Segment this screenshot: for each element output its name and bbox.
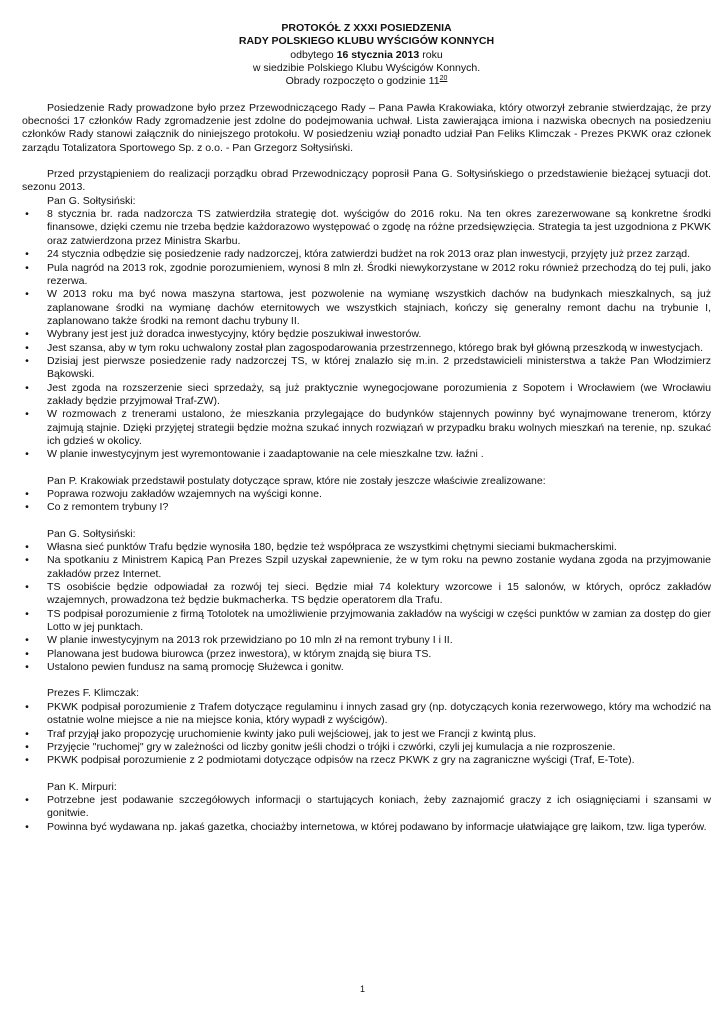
bullet-text: Poprawa rozwoju zakładów wzajemnych na wyścigi konne. bbox=[47, 488, 322, 500]
bullet-item bbox=[22, 262, 711, 289]
bullet-glyph: • bbox=[25, 554, 29, 567]
bullet-item bbox=[22, 248, 711, 261]
bullet-item bbox=[22, 661, 711, 674]
date-suffix: roku bbox=[419, 48, 443, 61]
bullet-glyph: • bbox=[25, 740, 29, 753]
bullet-glyph: • bbox=[25, 820, 29, 833]
bullet-item bbox=[22, 408, 711, 448]
bullet-text: 24 stycznia odbędzie się posiedzenie rady nadzorczej, która zatwierdzi budżet na rok 2013 oraz plan inwestycji, przyjęty już przez zarząd. bbox=[47, 248, 691, 261]
start-time-minutes: 20 bbox=[439, 75, 448, 83]
section1-lead: Przed przystąpieniem do realizacji porządku obrad Przewodniczący poprosił Pana G. Sołtysińskiego o przedstawienie bieżącej sytuacji dot. sezonu 2013. bbox=[22, 168, 711, 194]
bullet-item bbox=[22, 701, 711, 728]
section5-speaker: Pan K. Mirpuri: bbox=[47, 780, 117, 793]
bullet-glyph: • bbox=[25, 541, 29, 554]
bullet-glyph: • bbox=[25, 288, 29, 301]
bullet-item bbox=[22, 554, 711, 581]
section1-bullet-list bbox=[22, 208, 711, 462]
bullet-item bbox=[22, 754, 711, 767]
meeting-date: 16 stycznia 2013 bbox=[336, 48, 420, 61]
section2-lead: Pan P. Krakowiak przedstawił postulaty dotyczące spraw, które nie zostały jeszcze właściwie zrealizowane: bbox=[47, 474, 546, 487]
bullet-text: 8 stycznia br. rada nadzorcza TS zatwierdziła strategię dot. wyścigów do 2016 roku. Na ten okres zarezerwowane są konkretne środki finansowe, dzięki czemu nie trzeba będzie każdorazowo występować o zgodę na różne przedsięwzięcia. Strategia ta jest uzgodniona z PKWK oraz zatwierdzona przez Ministra Skarbu. bbox=[47, 208, 711, 247]
bullet-text: Dzisiaj jest pierwsze posiedzenie rady nadzorczej TS, w której znalazło się m.in. 2 przedstawicieli ministerstwa a także Pan Włodzimierz Bąkowski. bbox=[47, 354, 711, 381]
bullet-text: Ustalono pewien fundusz na samą promocję Służewca i gonitw. bbox=[47, 661, 344, 674]
page-number: 1 bbox=[359, 984, 365, 994]
bullet-text: Przyjęcie "ruchomej" gry w zależności od liczby gonitw jeśli chodzi o trójki i czwórki, czyli jej kumulacja a nie rozproszenie. bbox=[47, 740, 616, 753]
bullet-item bbox=[22, 728, 711, 741]
bullet-glyph: • bbox=[25, 341, 29, 354]
bullet-glyph: • bbox=[25, 408, 29, 421]
bullet-text: W planie inwestycyjnym na 2013 rok przewidziano po 10 mln zł na remont trybuny I i II. bbox=[47, 634, 453, 647]
bullet-item bbox=[22, 581, 711, 608]
date-prefix: odbytego bbox=[290, 48, 337, 61]
meeting-start-time bbox=[22, 75, 711, 88]
bullet-text: Jest szansa, aby w tym roku uchwalony został plan zagospodarowania przestrzennego, którego brak był główną przeszkodą w inwestycjach. bbox=[47, 341, 704, 354]
bullet-item bbox=[22, 608, 711, 635]
bullet-text: Potrzebne jest podawanie szczegółowych informacji o startujących koniach, żeby zaznajomić graczy z ich osiągnięciami i szansami w gonitwie. bbox=[47, 793, 711, 820]
bullet-text: Jest zgoda na rozszerzenie sieci sprzedaży, są już praktycznie wynegocjowane porozumienia z Sopotem i Wrocławiem (we Wrocławiu zakłady będzie przyjmował Traf-ZW). bbox=[47, 381, 711, 407]
bullet-item bbox=[22, 541, 711, 554]
bullet-item bbox=[22, 342, 711, 355]
section1-speaker: Pan G. Sołtysiński: bbox=[47, 194, 136, 207]
bullet-glyph: • bbox=[25, 248, 29, 261]
bullet-text: W planie inwestycyjnym jest wyremontowanie i zaadaptowanie na cele mieszkalne tzw. łaźni . bbox=[47, 448, 484, 461]
bullet-item bbox=[22, 741, 711, 754]
bullet-glyph: • bbox=[25, 354, 29, 367]
bullet-text: Pula nagród na 2013 rok, zgodnie porozumieniem, wynosi 8 mln zł. Środki niewykorzystane w 2012 roku również przechodzą do tej puli, jako rezerwa. bbox=[47, 261, 711, 287]
bullet-text: Własna sieć punktów Trafu będzie wynosiła 180, będzie też współpraca ze wszystkimi chętnymi sieciami bukmacherskimi. bbox=[47, 541, 617, 554]
section5-bullet-list bbox=[22, 794, 711, 834]
section2-bullet-list bbox=[22, 488, 711, 515]
bullet-item bbox=[22, 288, 711, 328]
section3-bullet-list bbox=[22, 541, 711, 674]
bullet-text: Wybrany jest jest już doradca inwestycyjny, który będzie poszukiwał inwestorów. bbox=[47, 328, 422, 341]
bullet-text: Co z remontem trybuny I? bbox=[47, 501, 169, 514]
bullet-glyph: • bbox=[25, 727, 29, 740]
bullet-item bbox=[22, 208, 711, 248]
bullet-glyph: • bbox=[25, 328, 29, 341]
protocol-title: PROTOKÓŁ Z XXXI POSIEDZENIA bbox=[281, 22, 452, 34]
bullet-item bbox=[22, 328, 711, 341]
start-time-text: Obrady rozpoczęto o godzinie 11 bbox=[285, 75, 440, 88]
bullet-item bbox=[22, 634, 711, 647]
meeting-date-line bbox=[22, 49, 711, 62]
council-name: RADY POLSKIEGO KLUBU WYŚCIGÓW KONNYCH bbox=[238, 35, 495, 48]
bullet-text: Powinna być wydawana np. jakaś gazetka, chociażby internetowa, w której podawano by informacje ułatwiające grę laikom, tzw. liga typerów. bbox=[47, 820, 707, 833]
bullet-glyph: • bbox=[25, 381, 29, 394]
meeting-location: w siedzibie Polskiego Klubu Wyścigów Konnych. bbox=[252, 62, 481, 75]
bullet-item bbox=[22, 488, 711, 501]
bullet-text: W 2013 roku ma być nowa maszyna startowa, jest pozwolenie na wymianę wszystkich dachów na budynkach mieszkalnych, są już zaplanowane środki na wymianę dachów eternitowych we wszystkich stajniach, kończy się generalny remont dachu na trybunie I, zaplanowano także środki na remont dachu trybuny II. bbox=[47, 288, 711, 327]
bullet-glyph: • bbox=[25, 793, 29, 806]
document-header bbox=[22, 22, 711, 89]
bullet-item bbox=[22, 382, 711, 409]
bullet-item bbox=[22, 448, 711, 461]
bullet-text: Traf przyjął jako propozycję uruchomienie kwinty jako puli wejściowej, jak to jest we Francji z kwintą plus. bbox=[47, 727, 537, 740]
bullet-item bbox=[22, 355, 711, 382]
bullet-text: TS podpisał porozumienie z firmą Totolotek na umożliwienie przyjmowania zakładów na wyścigi w części punktów w zamian za dostęp do gier Lotto w jej punktach. bbox=[47, 607, 711, 634]
bullet-glyph: • bbox=[25, 448, 29, 461]
bullet-item bbox=[22, 821, 711, 834]
bullet-glyph: • bbox=[25, 261, 29, 274]
bullet-glyph: • bbox=[25, 700, 29, 713]
bullet-item bbox=[22, 648, 711, 661]
bullet-glyph: • bbox=[25, 647, 29, 660]
bullet-glyph: • bbox=[25, 754, 29, 767]
bullet-item bbox=[22, 794, 711, 821]
bullet-glyph: • bbox=[25, 634, 29, 647]
bullet-glyph: • bbox=[25, 208, 29, 221]
section4-speaker: Prezes F. Klimczak: bbox=[47, 687, 140, 700]
bullet-text: Na spotkaniu z Ministrem Kapicą Pan Prezes Szpil uzyskał zapewnienie, że w tym roku na pewno zostanie wydana zgoda na przyjmowanie zakładów przez Internet. bbox=[47, 554, 711, 580]
bullet-text: W rozmowach z trenerami ustalono, że mieszkania przylegające do budynków stajennych powinny być wynajmowane trenerom, którzy zajmują stajnie. Dzięki przyjętej strategii będzie można szukać innych rozwiązań w przypadku braku wolnych mieszkań na terenie, np. szukać ich gdzieś w okolicy. bbox=[47, 408, 711, 447]
bullet-text: Planowana jest budowa biurowca (przez inwestora), w którym znajdą się biura TS. bbox=[47, 647, 432, 660]
bullet-glyph: • bbox=[25, 607, 29, 620]
bullet-glyph: • bbox=[25, 581, 29, 594]
section4-bullet-list bbox=[22, 701, 711, 768]
bullet-item bbox=[22, 501, 711, 514]
bullet-glyph: • bbox=[25, 661, 29, 674]
bullet-text: PKWK podpisał porozumienie z Trafem dotyczące regulaminu i innych zasad gry (np. dotyczących konia rezerwowego, który ma wchodzić na ostatnie wolne miejsce a nie na miejsce konia, który wypadł z wyścigów). bbox=[47, 700, 711, 727]
section3-speaker: Pan G. Sołtysiński: bbox=[47, 527, 136, 540]
bullet-glyph: • bbox=[25, 501, 29, 514]
intro-paragraph: Posiedzenie Rady prowadzone było przez Przewodniczącego Rady – Pana Pawła Krakowiaka, który otworzył zebranie stwierdzając, że przy obecności 17 członków Rady zgromadzenie jest zdolne do podejmowania uchwał. Lista zawierająca imiona i nazwiska obecnych na posiedzeniu członków Rady stanowi załącznik do niniejszego protokołu. W posiedzeniu wziął ponadto udział Pan Feliks Klimczak - Prezes PKWK oraz członek zarządu Totalizatora Sportowego Sp. z o.o. - Pan Grzegorz Sołtysiński. bbox=[22, 101, 711, 154]
bullet-glyph: • bbox=[25, 488, 29, 500]
bullet-text: PKWK podpisał porozumienie z 2 podmiotami dotyczące odpisów na rzecz PKWK z gry na zagraniczne wyścigi (Traf, E-Tote). bbox=[47, 754, 635, 767]
bullet-text: TS osobiście będzie odpowiadał za rozwój tej sieci. Będzie miał 74 kolektury wzorcowe i 15 salonów, w których, oprócz zakładów wzajemnych, prowadzona też będzie bukmacherka. TS będzie operatorem dla Trafu. bbox=[47, 581, 711, 607]
